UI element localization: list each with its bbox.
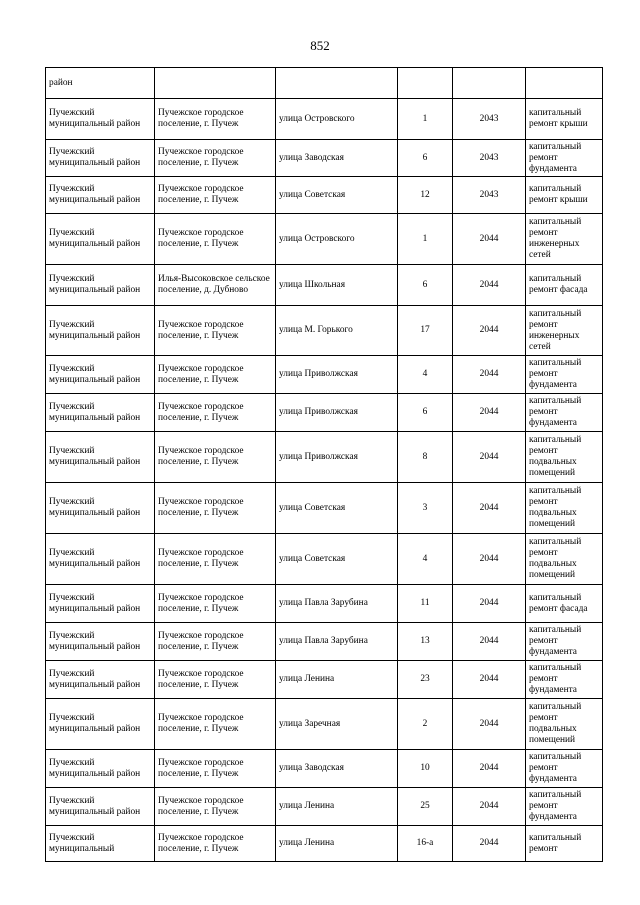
cell-house: 16-а — [398, 826, 453, 862]
cell-settlement: Пучежское городское поселение, г. Пучеж — [155, 356, 276, 394]
cell-district: Пучежский муниципальный район — [46, 394, 155, 432]
cell-house: 13 — [398, 623, 453, 661]
table-row — [46, 306, 603, 356]
cell-year: 2044 — [453, 826, 526, 862]
page-number: 852 — [310, 38, 330, 53]
cell-year: 2043 — [453, 140, 526, 177]
cell-street: улица Приволжская — [276, 356, 398, 394]
cell-street: улица Павла Зарубина — [276, 585, 398, 623]
table-row — [46, 214, 603, 265]
cell-work: капитальный ремонт крыши — [526, 99, 603, 140]
cell-work: капитальный ремонт фасада — [526, 585, 603, 623]
cell-street: улица Советская — [276, 177, 398, 214]
cell-settlement: Пучежское городское поселение, г. Пучеж — [155, 750, 276, 788]
cell-year: 2044 — [453, 750, 526, 788]
cell-house: 10 — [398, 750, 453, 788]
table-row — [46, 826, 603, 862]
cell-district: Пучежский муниципальный район — [46, 214, 155, 265]
cell-house: 6 — [398, 265, 453, 306]
cell-work: капитальный ремонт фундамента — [526, 788, 603, 826]
cell-district: Пучежский муниципальный — [46, 826, 155, 862]
cell-work: капитальный ремонт подвальных помещений — [526, 699, 603, 750]
cell-settlement: Пучежское городское поселение, г. Пучеж — [155, 788, 276, 826]
cell-work: капитальный ремонт крыши — [526, 177, 603, 214]
table-row — [46, 177, 603, 214]
cell-settlement: Пучежское городское поселение, г. Пучеж — [155, 699, 276, 750]
table-row — [46, 534, 603, 585]
cell-district: Пучежский муниципальный район — [46, 432, 155, 483]
cell-work: капитальный ремонт подвальных помещений — [526, 483, 603, 534]
cell-street: улица Ленина — [276, 788, 398, 826]
cell-house: 3 — [398, 483, 453, 534]
cell-work: капитальный ремонт фундамента — [526, 661, 603, 699]
table-row — [46, 140, 603, 177]
cell-work: капитальный ремонт подвальных помещений — [526, 432, 603, 483]
cell-house: 4 — [398, 534, 453, 585]
cell-district: Пучежский муниципальный район — [46, 661, 155, 699]
cell-street: улица Приволжская — [276, 432, 398, 483]
cell-district: район — [46, 68, 155, 99]
table-row — [46, 788, 603, 826]
cell-settlement: Пучежское городское поселение, г. Пучеж — [155, 534, 276, 585]
cell-year: 2044 — [453, 394, 526, 432]
cell-street: улица Островского — [276, 99, 398, 140]
cell-year: 2044 — [453, 661, 526, 699]
cell-district: Пучежский муниципальный район — [46, 699, 155, 750]
cell-settlement: Пучежское городское поселение, г. Пучеж — [155, 826, 276, 862]
cell-work — [526, 68, 603, 99]
cell-settlement: Пучежское городское поселение, г. Пучеж — [155, 432, 276, 483]
table-row — [46, 394, 603, 432]
cell-year: 2044 — [453, 306, 526, 356]
cell-work: капитальный ремонт фундамента — [526, 140, 603, 177]
table-row-continuation — [46, 68, 603, 99]
cell-work: капитальный ремонт инженерных сетей — [526, 214, 603, 265]
cell-district: Пучежский муниципальный район — [46, 534, 155, 585]
cell-year: 2044 — [453, 585, 526, 623]
cell-settlement: Пучежское городское поселение, г. Пучеж — [155, 214, 276, 265]
cell-district: Пучежский муниципальный район — [46, 750, 155, 788]
cell-house: 17 — [398, 306, 453, 356]
table-row — [46, 483, 603, 534]
repair-schedule-table — [45, 67, 603, 862]
cell-work: капитальный ремонт — [526, 826, 603, 862]
cell-year: 2044 — [453, 356, 526, 394]
cell-street: улица Советская — [276, 483, 398, 534]
cell-street — [276, 68, 398, 99]
cell-house: 23 — [398, 661, 453, 699]
cell-settlement: Пучежское городское поселение, г. Пучеж — [155, 623, 276, 661]
cell-street: улица Островского — [276, 214, 398, 265]
cell-street: улица Заводская — [276, 750, 398, 788]
cell-work: капитальный ремонт фундамента — [526, 623, 603, 661]
cell-settlement: Пучежское городское поселение, г. Пучеж — [155, 306, 276, 356]
cell-street: улица Ленина — [276, 826, 398, 862]
cell-year: 2044 — [453, 623, 526, 661]
cell-house: 12 — [398, 177, 453, 214]
table-row — [46, 432, 603, 483]
cell-house: 4 — [398, 356, 453, 394]
cell-district: Пучежский муниципальный район — [46, 788, 155, 826]
cell-street: улица Советская — [276, 534, 398, 585]
cell-work: капитальный ремонт фундамента — [526, 750, 603, 788]
cell-work: капитальный ремонт фундамента — [526, 356, 603, 394]
cell-house: 25 — [398, 788, 453, 826]
cell-district: Пучежский муниципальный район — [46, 99, 155, 140]
cell-house — [398, 68, 453, 99]
cell-street: улица Ленина — [276, 661, 398, 699]
cell-house: 8 — [398, 432, 453, 483]
cell-house: 6 — [398, 140, 453, 177]
cell-street: улица Приволжская — [276, 394, 398, 432]
table-row — [46, 661, 603, 699]
cell-settlement: Пучежское городское поселение, г. Пучеж — [155, 585, 276, 623]
cell-settlement: Пучежское городское поселение, г. Пучеж — [155, 177, 276, 214]
table-row — [46, 585, 603, 623]
cell-year — [453, 68, 526, 99]
cell-district: Пучежский муниципальный район — [46, 356, 155, 394]
cell-year: 2044 — [453, 788, 526, 826]
cell-year: 2044 — [453, 265, 526, 306]
table-row — [46, 356, 603, 394]
cell-year: 2044 — [453, 534, 526, 585]
cell-house: 11 — [398, 585, 453, 623]
cell-district: Пучежский муниципальный район — [46, 306, 155, 356]
cell-year: 2043 — [453, 99, 526, 140]
table-row — [46, 99, 603, 140]
cell-house: 6 — [398, 394, 453, 432]
cell-district: Пучежский муниципальный район — [46, 265, 155, 306]
cell-work: капитальный ремонт подвальных помещений — [526, 534, 603, 585]
cell-street: улица М. Горького — [276, 306, 398, 356]
cell-year: 2044 — [453, 483, 526, 534]
cell-district: Пучежский муниципальный район — [46, 140, 155, 177]
cell-year: 2044 — [453, 214, 526, 265]
cell-district: Пучежский муниципальный район — [46, 483, 155, 534]
cell-settlement: Пучежское городское поселение, г. Пучеж — [155, 661, 276, 699]
table-row — [46, 750, 603, 788]
cell-district: Пучежский муниципальный район — [46, 623, 155, 661]
cell-settlement: Пучежское городское поселение, г. Пучеж — [155, 394, 276, 432]
cell-settlement: Пучежское городское поселение, г. Пучеж — [155, 483, 276, 534]
cell-year: 2043 — [453, 177, 526, 214]
cell-street: улица Заводская — [276, 140, 398, 177]
cell-settlement: Пучежское городское поселение, г. Пучеж — [155, 99, 276, 140]
cell-settlement — [155, 68, 276, 99]
cell-street: улица Заречная — [276, 699, 398, 750]
cell-settlement: Пучежское городское поселение, г. Пучеж — [155, 140, 276, 177]
cell-district: Пучежский муниципальный район — [46, 177, 155, 214]
cell-work: капитальный ремонт фасада — [526, 265, 603, 306]
table-row — [46, 623, 603, 661]
cell-year: 2044 — [453, 699, 526, 750]
table-body — [46, 68, 603, 862]
cell-work: капитальный ремонт инженерных сетей — [526, 306, 603, 356]
cell-work: капитальный ремонт фундамента — [526, 394, 603, 432]
cell-street: улица Школьная — [276, 265, 398, 306]
table-row — [46, 265, 603, 306]
cell-district: Пучежский муниципальный район — [46, 585, 155, 623]
table-row — [46, 699, 603, 750]
cell-street: улица Павла Зарубина — [276, 623, 398, 661]
cell-house: 1 — [398, 99, 453, 140]
cell-settlement: Илья-Высоковское сельское поселение, д. Дубново — [155, 265, 276, 306]
cell-year: 2044 — [453, 432, 526, 483]
cell-house: 1 — [398, 214, 453, 265]
cell-house: 2 — [398, 699, 453, 750]
